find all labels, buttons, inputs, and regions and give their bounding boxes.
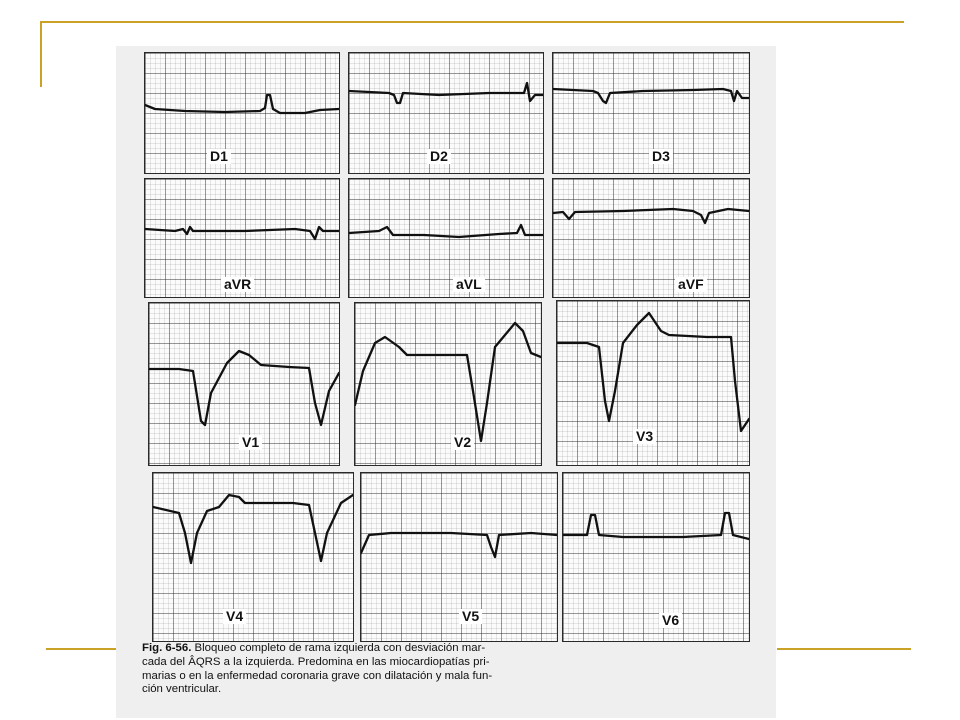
ecg-trace-v2	[355, 303, 541, 465]
lead-label-v5: V5	[459, 609, 482, 624]
ecg-panel-v6	[562, 472, 750, 642]
lead-label-d3: D3	[649, 149, 673, 164]
lead-label-v6: V6	[659, 613, 682, 628]
ecg-panel-d1	[144, 52, 340, 174]
ecg-panel-d3	[552, 52, 750, 174]
ecg-trace-avf	[553, 179, 749, 297]
lead-label-v1: V1	[239, 435, 262, 450]
slide-bottom-rule-right	[777, 648, 911, 650]
ecg-panel-v3	[556, 300, 750, 466]
lead-label-v3: V3	[633, 429, 656, 444]
lead-label-v2: V2	[451, 435, 474, 450]
lead-label-d1: D1	[207, 149, 231, 164]
lead-label-avl: aVL	[453, 277, 485, 292]
caption-line-2: cada del ÂQRS a la izquierda. Predomina en las miocardiopatías pri-	[142, 655, 490, 668]
caption-line-3: marias o en la enfermedad coronaria grave con dilatación y mala fun-	[142, 669, 493, 682]
ecg-panel-avr	[144, 178, 340, 298]
lead-label-avf: aVF	[675, 277, 707, 292]
caption-line-1: Fig. 6-56. Bloqueo completo de rama izquierda con desviación mar-	[142, 642, 486, 654]
ecg-panel-v4	[152, 472, 354, 642]
lead-label-d2: D2	[427, 149, 451, 164]
ecg-panel-v2	[354, 302, 542, 466]
ecg-trace-v6	[563, 473, 749, 641]
ecg-panel-avl	[348, 178, 544, 298]
ecg-trace-d1	[145, 53, 339, 173]
slide-bottom-rule-left	[46, 648, 118, 650]
ecg-figure	[116, 46, 776, 718]
ecg-trace-v4	[153, 473, 353, 641]
ecg-panel-v5	[360, 472, 558, 642]
ecg-panel-d2	[348, 52, 544, 174]
lead-label-avr: aVR	[221, 277, 254, 292]
figure-caption	[142, 642, 760, 697]
ecg-trace-avl	[349, 179, 543, 297]
slide-left-rule	[40, 21, 42, 87]
ecg-panel-v1	[148, 302, 340, 466]
caption-line-4: ción ventricular.	[142, 683, 222, 696]
slide-top-rule	[40, 21, 904, 23]
figure-number: Fig. 6-56.	[142, 642, 192, 654]
lead-label-v4: V4	[223, 609, 246, 624]
ecg-panel-avf	[552, 178, 750, 298]
